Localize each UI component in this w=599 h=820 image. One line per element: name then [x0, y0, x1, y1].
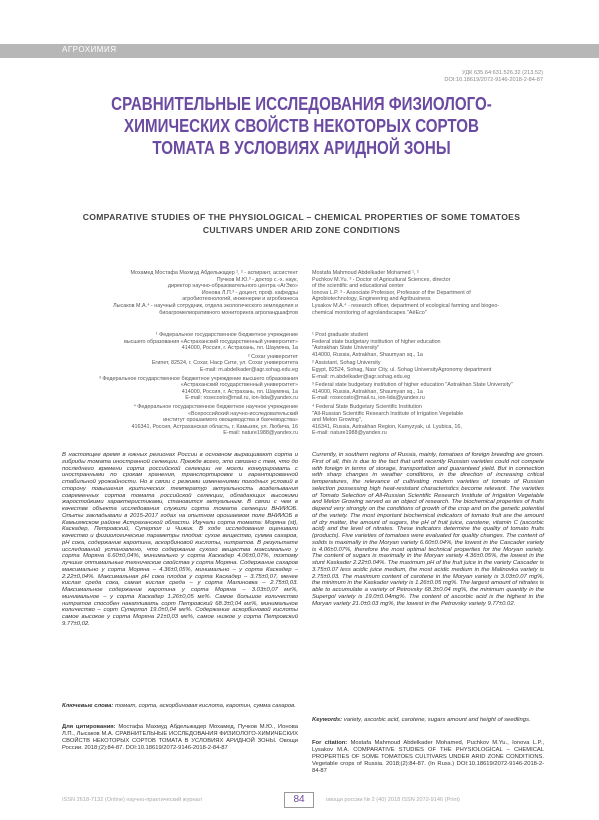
- affiliations-english: [312, 332, 544, 439]
- abstract-russian: В настоящее время в южных регионах России в основном выращивают сорта и гибриды томата иностранной селекции. Прежде всего, это связано с тем, что до последнего времени сорта российской селекции не могли конкурировать с иностранными по срокам хранения, транспортировке и гарантированной стабильной урожайности. Но в связи с резкими изменениями погодных условий в сторону повышения критических температур актуальность возделывания современных сортов томата российской селекции, обладающих высокими жаростойкими характеристиками, становится актуальным. В связи с чем в качестве объекта исследования служили сорта томата селекции ВНИИОБ. Опыты закладывали в 2015-2017 годах на опытном орошаемом поле ВНИИОБ в Камызякском районе Астраханской области. Изучали сорта томата: Моряна (st), Каскадер, Петровский, Суперпол и Чижик. В ходе исследования оценивали качество и физиологические параметры плодов: сухое вещество, сумма сахаров, рН сока, содержание каротина, аскорбиновой кислоты, нитратов. В результате исследований установлено, что содержание сухого вещества максимально у сорта Моряна 6.60±0,04%, минимально у сорта Каскадер 4.06±0,07%, поэтому лучшие оптимальные технические свойства у сорта Моряна. Содержание сахаров максимально у сорта Моряна – 4.36±0,05%, минимально – у сорта Каскадер – 2.22±0,04%. Максимальная рН сока плодов у сорта Каскадер – 3.75±0,07, менее кислая среда сока, самая кислая среда – у сорта Малиновка – 2.75±0,03. Максимальное содержание каротина у сорта Моряна – 3.03±0,07 мг%, минимальное – у сорта Каскадер 1.26±0,05 мг%. Самое большое количество нитратов способен накапливать сорт Петровский 68.3±0,04 мг%, минимальное количество – сорт Суперпол 19.0±0,04 мг%. Содержание аскорбиновой кислоты самое высокое у сорта Моряна 21±0,03 мг%, самое низкое у сорта Петровский 9.77±0,02.: [62, 452, 298, 627]
- doi-code: DOI:10.18619/2072-9146-2018-2-84-87: [444, 77, 543, 84]
- affiliation-line: Federal state budgetary institution of higher education: [312, 338, 441, 345]
- udk-block: [444, 70, 543, 84]
- affiliation-block: [312, 332, 544, 358]
- page-number: 84: [284, 792, 314, 808]
- author-line: биоагромелиоративного мониторинга агроландшафтов: [159, 309, 298, 316]
- citation-russian: [62, 724, 298, 752]
- page-footer: [0, 792, 599, 812]
- affiliation-line: 414000, Россия, г. Астрахань, пл. Шаумяна, 1а: [181, 388, 298, 395]
- author-line: Puchkov M.Yu. ³ - Doctor of Agricultural Sciences, director: [312, 276, 451, 283]
- affiliation-line: «Всероссийский научно-исследовательский: [188, 410, 298, 417]
- affiliation-line: "Astrakhan State University": [312, 345, 380, 352]
- author-line: Мохамед Мостафа Махмуд Абдельжадер ¹, ² - аспирант, ассистент: [130, 270, 298, 276]
- affiliation-line: институт орошаемого овощеводства и бахчеводства»: [163, 417, 298, 424]
- affiliation-block: [62, 332, 298, 352]
- affiliation-block: [312, 382, 544, 402]
- affiliation-block: [62, 354, 298, 374]
- affiliation-line: ² Сохаг университет: [247, 353, 298, 360]
- affiliation-line: 414000, Russia, Astrakhan, Shaumyan sq., 1a: [312, 388, 423, 395]
- footer-issn-online: ISSN 2618-7132 (Online) научно-практический журнал: [62, 797, 202, 803]
- affiliation-line: E-mail: nature1988@yandex.ru: [223, 430, 298, 437]
- author-line: of the scientific and educational center: [312, 283, 404, 290]
- affiliation-block: [312, 360, 544, 380]
- affiliation-line: 414000, Россия, г. Астрахань, пл. Шаумяна, 1а: [181, 345, 298, 352]
- affiliation-line: "All-Russian Scientific Research Institute of Irrigation Vegetable: [312, 410, 464, 417]
- affiliation-block: [62, 404, 298, 437]
- affiliation-line: E-mail: rosecosto@mail.ru, ion-lida@yandex.ru: [185, 395, 298, 402]
- affiliation-line: 416341, Russia, Astrakhan Region, Kamyzyak, ul. Lyubica, 16,: [312, 423, 462, 430]
- citation-label: Для цитирования:: [62, 724, 116, 730]
- affiliation-line: ¹ Post graduate student: [312, 332, 369, 338]
- author-line: Ionova L.P. ³ - Associate Professor, Professor of the Department of: [312, 289, 471, 296]
- title-russian: СРАВНИТЕЛЬНЫЕ ИССЛЕДОВАНИЯ ФИЗИОЛОГО-ХИМИЧЕСКИХ СВОЙСТВ НЕКОТОРЫХ СОРТОВ ТОМАТА В УСЛОВИЯХ АРИДНОЙ ЗОНЫ: [111, 94, 492, 158]
- authors-russian: [62, 270, 298, 316]
- author-line: chemical monitoring of agrolandscapes "AёEco": [312, 309, 427, 316]
- affiliation-line: ⁴ Федеральное государственное бюджетное научное учреждение: [133, 403, 298, 410]
- affiliation-line: ⁴ Federal State Budgetary Scientific Institution: [312, 403, 422, 410]
- author-line: Ионова Л.П.³ - доцент, проф. кафедры: [201, 289, 298, 296]
- affiliation-line: E-mail: m.abdelkader@agr.sohag.edu.eg: [312, 373, 411, 380]
- affiliation-line: 416341, Россия, Астраханская область, г. Камызяк, ул. Любича, 16: [131, 423, 298, 430]
- affiliation-block: [62, 376, 298, 402]
- author-line: агробиотехнологий, инженерии и агробизнеса: [182, 296, 298, 303]
- affiliation-line: E-mail: m.abdelkader@agr.sohag.edu.eg: [199, 366, 298, 373]
- keywords-russian: [62, 703, 298, 710]
- affiliation-line: and Melon Growing",: [312, 417, 363, 424]
- affiliation-block: [312, 404, 544, 437]
- affiliation-line: 414000, Russia, Astrakhan, Shaumyan sq., 1a: [312, 351, 423, 358]
- footer-journal: овощи россии № 2 (40) 2018 ISSN 2072-9146 (Print): [326, 797, 460, 803]
- affiliation-line: Египет, 82524, г. Сохаг, Наср Сити, ул. Сохаг университета: [151, 360, 298, 367]
- citation-label: For citation:: [312, 740, 348, 746]
- author-line: Agrobiotechnology, Engineering and Agribusiness: [312, 296, 431, 303]
- keywords-english: [312, 717, 544, 724]
- keywords-label: Keywords:: [312, 717, 343, 723]
- keywords-label: Ключевые слова:: [62, 703, 114, 709]
- author-line: Лысаков М.А.⁴ - научный сотрудник, отдела экологического земледелия и: [113, 302, 298, 309]
- affiliation-line: E-mail: nature1988@yandex.ru: [312, 430, 387, 437]
- affiliation-line: Egypt, 82524, Sohag, Nasr City, ul. Sohag UniversityAgronomy department: [312, 366, 492, 373]
- affiliation-line: высшего образования «Астраханский государственный университет»: [123, 338, 298, 345]
- citation-english: [312, 740, 544, 775]
- udk-code: УДК 635.64:631.526.32 (213.52): [462, 70, 543, 76]
- author-line: директор научно-образовательного центра «АгЭко»: [167, 283, 298, 290]
- keywords-text: variety, ascorbic acid, carotene, sugars amount and height of seedlings.: [343, 717, 531, 723]
- author-line: Mostafa Mahmoud Abdelkader Mohamed ¹, ²: [312, 270, 419, 276]
- affiliation-line: ³ Федеральное государственное бюджетное учреждение высшего образования «Астраханский государственный университет»: [99, 375, 300, 389]
- citation-text: Mostafa Mahmoud Abdelkader Mohamed, Puchkov M.Yu., Ionova L.P., Lysakov M.A. COMPARATIVE STUDIES OF THE PHYSIOLOGICAL – CHEMICAL PROPERTIES OF SOME TOMATOES CULTIVARS UNDER ARID ZONE CONDITIONS. Vegetable crops of Russia. 2018;(2):84-87. (In Russ.) DOI:10.18619/2072-9146-2018-2-84-87: [312, 740, 544, 774]
- section-label: АГРОХИМИЯ: [62, 45, 117, 54]
- affiliation-line: ² Assistant, Sohag University: [312, 360, 381, 367]
- affiliations-russian: [62, 332, 298, 439]
- author-line: Lysakov M.A.⁴ - research officer, department of ecological farming and biogeo-: [312, 302, 500, 309]
- affiliation-line: E-mail: rosecosto@mail.ru, ion-lida@yandex.ru: [312, 395, 425, 402]
- affiliation-line: ³ Federal state budgetary institution of higher education "Astrakhan State University": [312, 382, 513, 389]
- authors-english: [312, 270, 544, 316]
- affiliation-line: ¹ Федеральное государственное бюджетное учреждение: [155, 332, 298, 338]
- author-line: Пучков М.Ю.³ - доктор с.-х. наук,: [216, 276, 298, 283]
- keywords-text: томат, сорта, аскорбиновая кислота, каротин, сумма сахаров.: [115, 703, 296, 709]
- citation-text: Мостафа Махмуд Абдельжадер Мохамед, Пучков М.Ю., Ионова Л.П., Лысаков М.А. СРАВНИТЕЛЬНЫЕ ИССЛЕДОВАНИЯ ФИЗИОЛОГО-ХИМИЧЕСКИХ СВОЙСТВ НЕКОТОРЫХ СОРТОВ ТОМАТА В УСЛОВИЯХ АРИДНОЙ ЗОНЫ. Овощи России. 2018;(2):84-87. DOI:10.18619/2072-9146-2018-2-84-87: [62, 724, 298, 751]
- title-english: COMPARATIVE STUDIES OF THE PHYSIOLOGICAL – CHEMICAL PROPERTIES OF SOME TOMATOES CULTIVARS UNDER ARID ZONE CONDITIONS: [82, 212, 521, 235]
- abstract-english: Currently, in southern regions of Russia, mainly, tomatoes of foreign breeding are grown. First of all, this is due to the fact that until recently Russian varieties could not compete with foreign in terms of storage, transportation and guaranteed yield. But in connection with sharp changes in weather conditions, in the direction of increasing critical temperatures, the relevance of cultivating modern varieties of tomato of Russian selection possessing high heat-resistant characteristics become relevant. The varieties of Tomato Selection of All-Russian Scientific Research Institute of Irrigation Vegetable and Melon Growing served as an object of research. The biochemical properties of fruits depend very strongly on the conditions of growth of the crop and on the genetic potential of the variety. The most important biochemical indicators of tomato fruit are the amount of dry matter, the amount of sugars, the pH of fruit juice, carotene, vitamin C (ascorbic acid) and the level of nitrates. These indicators determine the quality of tomato fruits (products). Five varieties of tomatoes were evaluated for quality changes. The content of solids is maximally in the Moryan variety 6.60±0.04%, the lowest in the Cascader variety is 4.06±0.07%, therefore the most optimal technical properties for the Moryan variety. The content of sugars is maximally in the Moryan variety 4.36±0.05%, the lowest in the stunt Kaskader 2.22±0.04%. The maximum pH of the fruit juice in the variety Cascader is 3.75±0.07 less acidic juice medium, the most acidic medium in the Malinovka variety is 2.75±0.03. The maximum content of carotene in the Moryan variety is 3.03±0.07 mg%, the minimum in the Kaskader variety is 1.26±0.05 mg%. The largest amount of nitrates is able to accumulate a variety of Petrovsky 68.3±0.04 mg%, the minimum quantity in the Supergol variety is 19.0±0.04mg%. The content of ascorbic acid is the highest in the Moryan variety 21.0±0.03 mg%, the lowest in the Petrovsky variety 9.77±0.02.: [312, 452, 544, 607]
